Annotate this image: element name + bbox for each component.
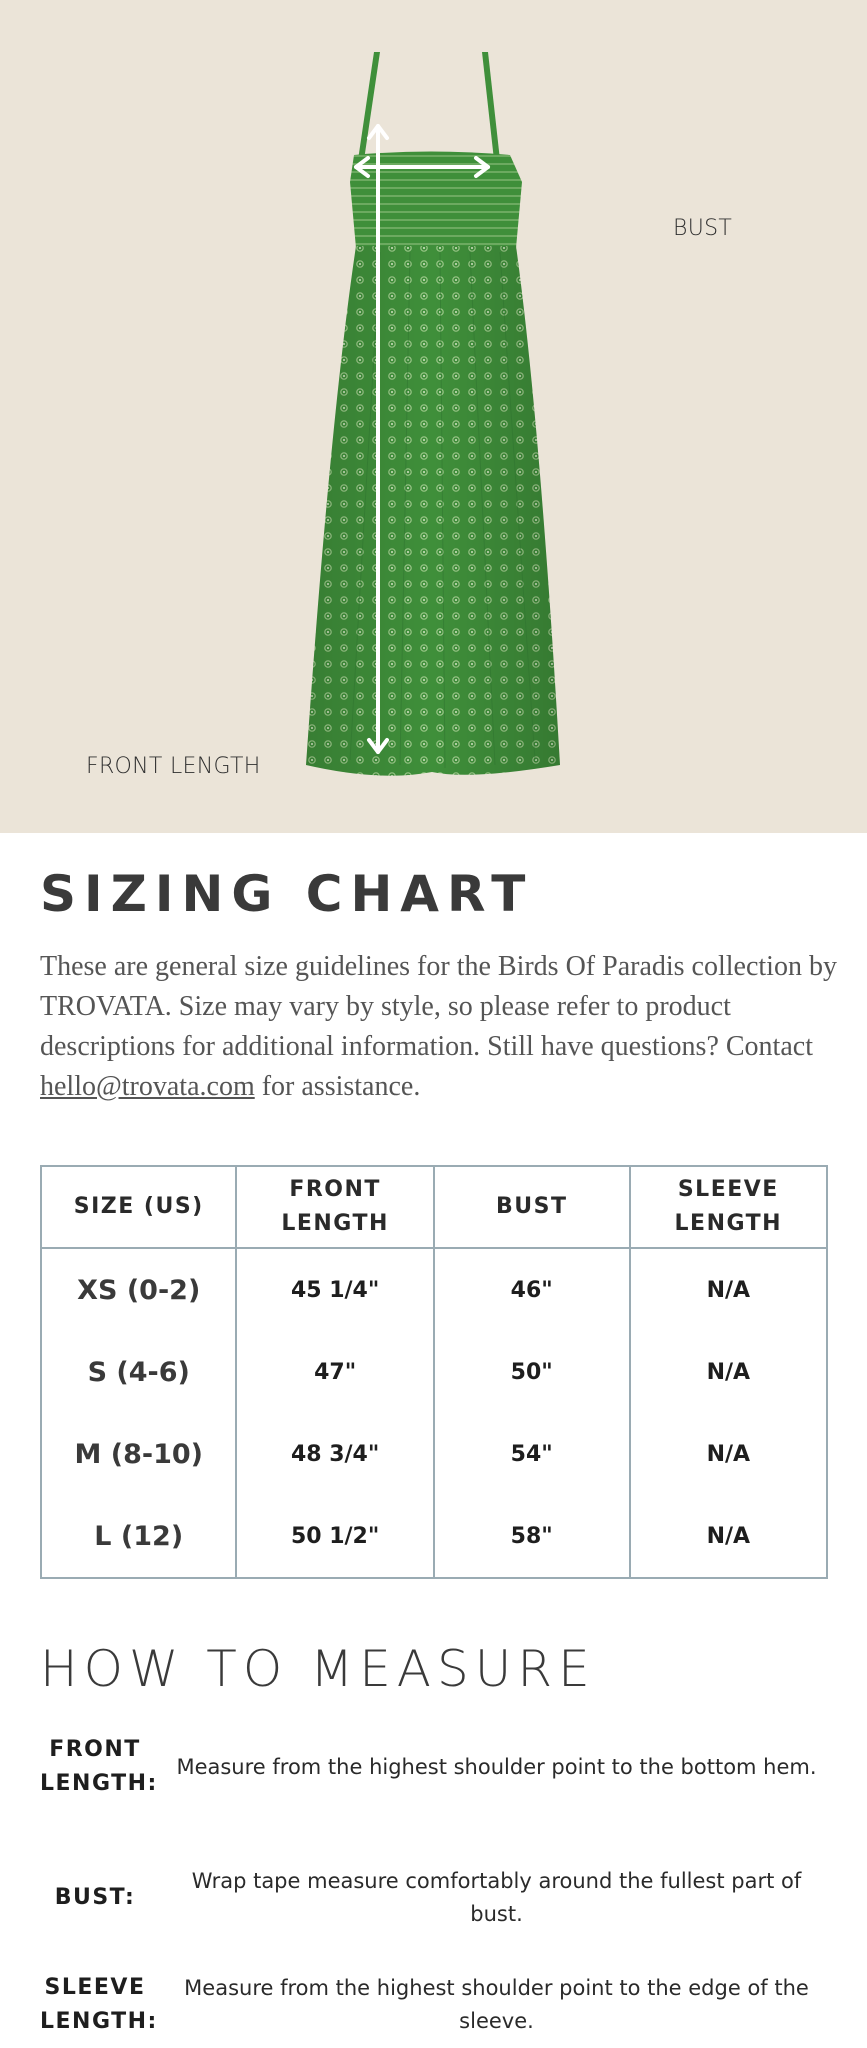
table-row [41, 1248, 827, 1331]
measure-item-front-length [40, 1733, 827, 1801]
intro-text: These are general size guidelines for the Birds Of Paradis collection by TROVATA. Size may vary by style, so please refer to product descriptions for additional information. Still have questions? Contact [40, 951, 837, 1062]
measure-item-bust [40, 1865, 827, 1931]
dress-illustration [0, 0, 867, 833]
sizing-intro [40, 947, 840, 1107]
cell-sleeve-length: N/A [630, 1413, 827, 1495]
measure-term: FRONT LENGTH: [40, 1737, 158, 1796]
measure-item-sleeve-length [40, 1971, 827, 2039]
cell-front-length: 50 1/2" [236, 1495, 433, 1578]
header-front-length: FRONT LENGTH [236, 1166, 433, 1248]
cell-front-length: 45 1/4" [236, 1248, 433, 1331]
header-bust: BUST [434, 1166, 630, 1248]
cell-size: L (12) [41, 1495, 236, 1578]
table-header-row [41, 1166, 827, 1248]
cell-sleeve-length: N/A [630, 1331, 827, 1413]
sizing-chart-title: SIZING CHART [40, 865, 534, 923]
cell-front-length: 47" [236, 1331, 433, 1413]
product-image [0, 0, 867, 833]
bust-label: BUST [673, 216, 733, 241]
cell-bust: 54" [434, 1413, 630, 1495]
header-sleeve-length: SLEEVE LENGTH [630, 1166, 827, 1248]
front-length-label: FRONT LENGTH [86, 754, 261, 779]
measure-description: Measure from the highest shoulder point to the edge of the sleeve. [184, 1976, 809, 2033]
table-row [41, 1413, 827, 1495]
cell-front-length: 48 3/4" [236, 1413, 433, 1495]
measure-term: SLEEVE LENGTH: [40, 1975, 158, 2034]
contact-email-link[interactable]: hello@trovata.com [40, 1071, 255, 1102]
measure-description: Wrap tape measure comfortably around the fullest part of bust. [191, 1869, 802, 1926]
table-row [41, 1495, 827, 1578]
cell-size: M (8-10) [41, 1413, 236, 1495]
sizing-content [0, 833, 867, 2039]
measure-term: BUST: [54, 1885, 136, 1910]
header-size: SIZE (US) [41, 1166, 236, 1248]
cell-sleeve-length: N/A [630, 1248, 827, 1331]
cell-bust: 50" [434, 1331, 630, 1413]
measure-description: Measure from the highest shoulder point to the bottom hem. [176, 1754, 817, 1779]
table-row [41, 1331, 827, 1413]
intro-text-end: for assistance. [254, 1071, 421, 1102]
size-table [40, 1165, 828, 1579]
cell-size: XS (0-2) [41, 1248, 236, 1331]
cell-size: S (4-6) [41, 1331, 236, 1413]
cell-bust: 58" [434, 1495, 630, 1578]
cell-sleeve-length: N/A [630, 1495, 827, 1578]
how-to-measure-title: HOW TO MEASURE [40, 1640, 596, 1698]
cell-bust: 46" [434, 1248, 630, 1331]
